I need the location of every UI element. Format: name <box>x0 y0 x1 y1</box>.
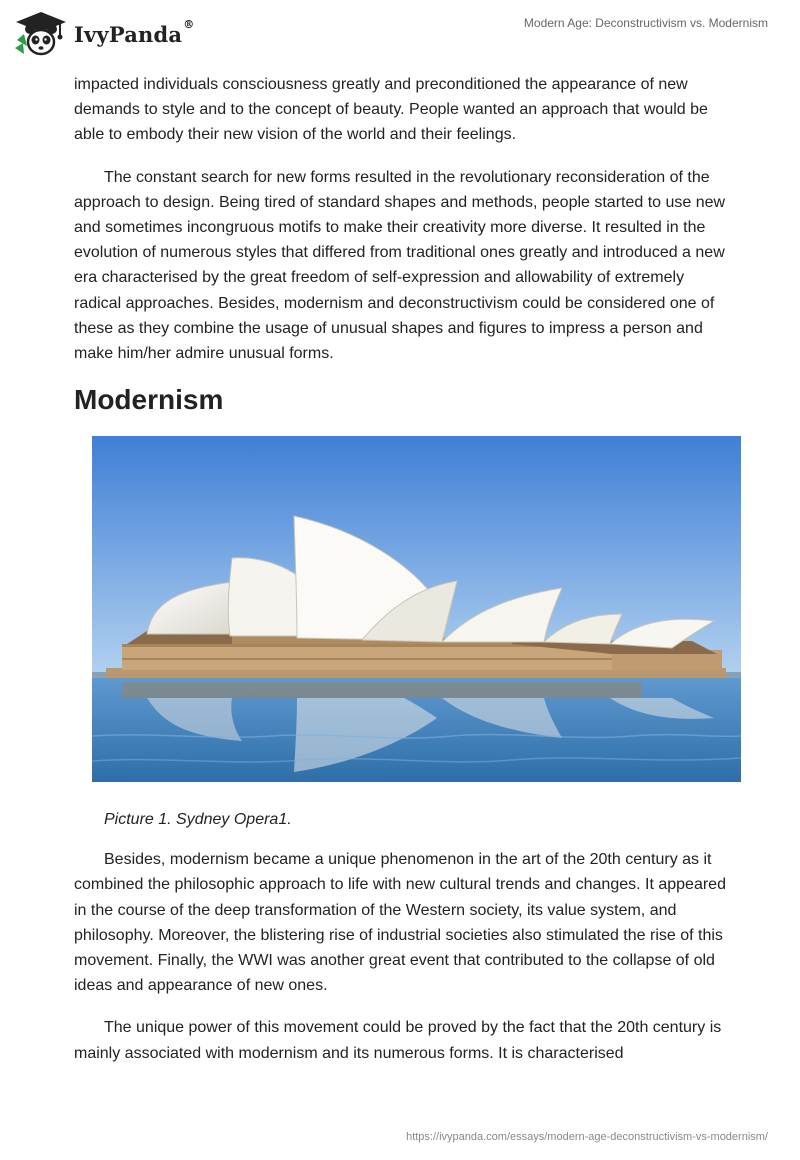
sydney-opera-house-photo <box>92 436 741 782</box>
ivypanda-logo[interactable] <box>12 10 194 58</box>
figure-caption: Picture 1. Sydney Opera1. <box>104 811 292 829</box>
section-heading-modernism: Modernism <box>74 384 224 416</box>
panda-graduate-icon <box>12 10 70 58</box>
page-header <box>0 0 800 70</box>
essay-content <box>74 72 728 1083</box>
logo-wordmark: IvyPanda® <box>74 17 195 47</box>
paragraph: The constant search for new forms resulted in the revolutionary reconsideration of the approach to design. Being tired of standard shapes and methods, people started to use new and sometimes incongruous motifs to make their creativity more diverse. It resulted in the evolution of numerous styles that differed from traditional ones greatly and introduced a new era characterised by the great freedom of self-expression and allowability of extremely radical approaches. Besides, modernism and deconstructivism could be considered one of these as they combine the usage of unusual shapes and figures to impress a person and make him/her admire unusual forms. <box>74 168 726 363</box>
paragraph-continued: impacted individuals consciousness greatly and preconditioned the appearance of new demands to style and to the concept of beauty. People wanted an approach that would be able to embody their new vision of the world and their feelings. <box>74 76 708 144</box>
paragraph: The unique power of this movement could be proved by the fact that the 20th century is mainly associated with modernism and its numerous forms. It is characterised <box>74 1019 722 1062</box>
document-title: Modern Age: Deconstructivism vs. Modernism <box>523 16 768 30</box>
source-url-link[interactable]: https://ivypanda.com/essays/modern-age-deconstructivism-vs-modernism/ <box>406 1131 768 1143</box>
paragraph: Besides, modernism became a unique phenomenon in the art of the 20th century as it combined the philosophic approach to life with new cultural trends and changes. It appeared in the course of the deep transformation of the Western society, its value system, and philosophy. Moreover, the blistering rise of industrial societies also stimulated the rise of this movement. Finally, the WWI was another great event that contributed to the collapse of old ideas and appearance of new ones. <box>74 851 726 995</box>
